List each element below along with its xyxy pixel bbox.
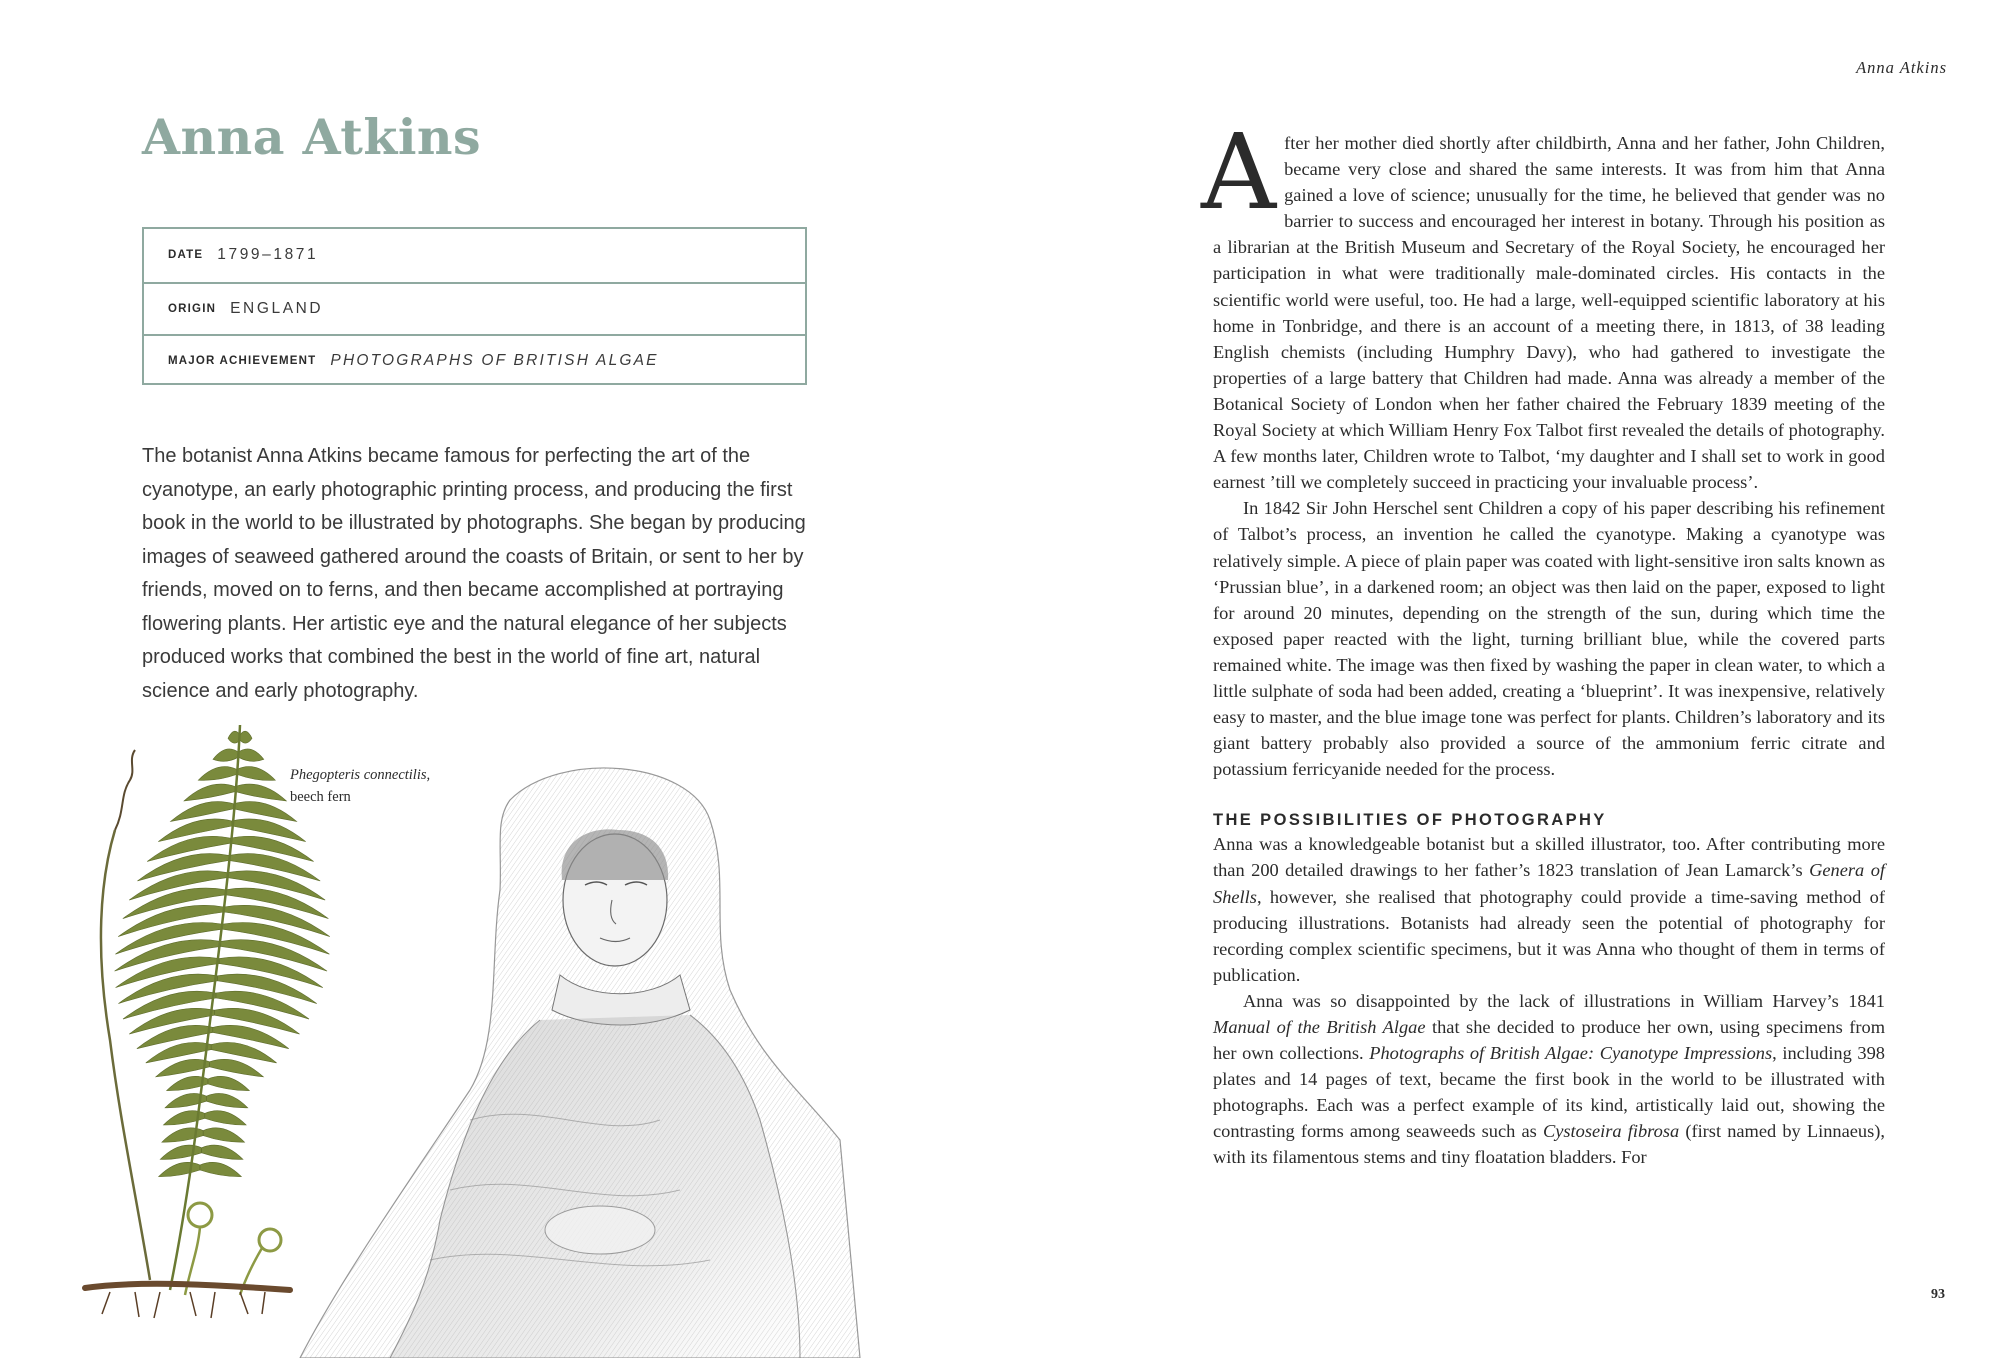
paragraph [1213, 831, 1885, 988]
paragraph-text: , however, she realised that photography could provide a time-saving method of producing illustrations. Botanists had already seen the potential of photography for recording complex scientific specimens, but it was Anna who thought of them in terms of publication. [1213, 886, 1885, 985]
paragraph-text: fter her mother died shortly after childbirth, Anna and her father, John Children, became very close and shared the same interests. It was from him that Anna gained a love of science; unusually for the time, he believed that gender was no barrier to success and encouraged her interest in botany. Through his position as a librarian at the British Museum and Secretary of the Royal Society, he encouraged her participation in what were traditionally male-dominated circles. His contacts in the scientific world were useful, too. He had a large, well-equipped scientific laboratory at his home in Tonbridge, and there is an account of a meeting there, in 1813, of 38 leading English chemists (including Humphry Davy), who had gathered to investigate the properties of a large battery that Children had made. Anna was already a member of the Botanical Society of London when her father chaired the February 1839 meeting of the Royal Society at which William Henry Fox Talbot first revealed the details of photography. A few months later, Children wrote to Talbot, ‘my daughter and I shall set to work in good earnest ’till we completely succeed in practicing your invaluable process’. [1213, 133, 1885, 493]
fern-pinna [156, 1059, 210, 1077]
fact-row-date [144, 229, 805, 282]
paragraph-text: (first named by Linnaeus), with its filamentous stems and tiny floatation bladders. For [1213, 1121, 1886, 1168]
fact-label: ORIGIN [168, 302, 217, 315]
section-heading: THE POSSIBILITIES OF PHOTOGRAPHY [1213, 811, 1607, 830]
fact-value: 1799–1871 [217, 246, 319, 264]
fern-pinna [200, 1162, 241, 1176]
paragraph-text: Anna was a knowledgeable botanist but a skilled illustrator, too. After contributing more than 200 detailed drawings to her father’s 1823 translation of Jean Lamarck’s [1213, 834, 1885, 881]
book-title: Photographs of British Algae: Cyanotype Impressions [1369, 1043, 1773, 1064]
fern-pinna [237, 767, 276, 781]
fact-row-achievement [144, 334, 805, 387]
fact-value: PHOTOGRAPHS OF BRITISH ALGAE [330, 352, 659, 370]
paragraph-text: that she decided to produce her own, using specimens from her own collections. [1213, 1017, 1886, 1064]
fact-row-origin [144, 282, 805, 335]
fern-pinna [213, 749, 238, 761]
running-head: Anna Atkins [1856, 58, 1947, 77]
fern-illustration [40, 720, 360, 1330]
fern-pinna [235, 784, 286, 801]
paragraph-text: , including 398 plates and 14 pages of text, became the first book in the world to be illustrated with photographs. Each was a perfect example of its kind, artistically laid out, showing the contrasting forms among seaweeds such as [1213, 1043, 1885, 1142]
book-title: Genera of Shells [1213, 860, 1886, 907]
fern-pinna [171, 802, 234, 822]
fern-pinna [202, 1145, 243, 1159]
fact-label: MAJOR ACHIEVEMENT [168, 355, 317, 368]
page-number: 93 [1931, 1287, 1945, 1302]
drop-cap: A [1201, 111, 1277, 233]
fern-pinna [206, 1093, 247, 1107]
paragraph: In 1842 Sir John Herschel sent Children a copy of his paper describing his refinement of Talbot’s process, an invention he called the cyanotype. Making a cyanotype was relatively simple. A piece of plain paper was coated with light-sensitive iron salts known as ‘Prussian blue’, in a darkened room; an object was then laid on the paper, exposed to light for around 20 minutes, depending on the strength of the sun, during which time the exposed paper reacted with the light, turning brilliant blue, while the covered parts remained white. The image was then fixed by washing the paper in clean water, to which a little sulphate of soda had been added, creating a ‘blueprint’. It was inexpensive, relatively easy to master, and the blue image tone was perfect for plants. Children’s laboratory and its giant battery probably also provided a source of the ammonium ferric citrate and potassium ferricyanide needed for the process. [1213, 498, 1885, 780]
fern-pinna [205, 1111, 246, 1125]
fern-pinna [184, 784, 235, 801]
paragraph-text: Anna was so disappointed by the lack of illustrations in William Harvey’s 1841 [1243, 990, 1885, 1011]
fern-pinna [198, 767, 237, 781]
fern-pinna [160, 1145, 201, 1159]
intro-paragraph: The botanist Anna Atkins became famous for perfecting the art of the cyanotype, an early photographic printing process, and producing the first book in the world to be illustrated by photographs. She began by producing images of seaweed gathered around the coasts of Britain, or sent to her by friends, moved on to ferns, and then became accomplished at portraying flowering plants. Her artistic eye and the natural elegance of her subjects produced works that combined the best in the world of fine art, natural science and early photography. [142, 445, 806, 702]
paragraph [1213, 988, 1885, 1171]
fact-label: DATE [168, 249, 204, 262]
paragraph [1201, 111, 1885, 495]
page-title: Anna Atkins [142, 108, 482, 166]
fern-caption-common-name: beech fern [290, 789, 351, 805]
fern-caption-species: Phegopteris connectilis, [290, 767, 431, 783]
species-name: Cystoseira fibrosa [1542, 1121, 1680, 1142]
fern-pinna [240, 731, 252, 743]
facts-box [142, 227, 807, 385]
fern-pinna [159, 1162, 200, 1176]
fern-pinna [203, 1128, 244, 1142]
body-text [1201, 111, 1886, 1171]
fact-value: ENGLAND [230, 299, 324, 317]
book-title: Manual of the British Algae [1213, 1017, 1426, 1037]
fern-pinna [208, 1076, 249, 1090]
fern-pinna [234, 802, 297, 822]
fern-pinna [210, 1059, 264, 1077]
fern-pinna [238, 749, 263, 761]
